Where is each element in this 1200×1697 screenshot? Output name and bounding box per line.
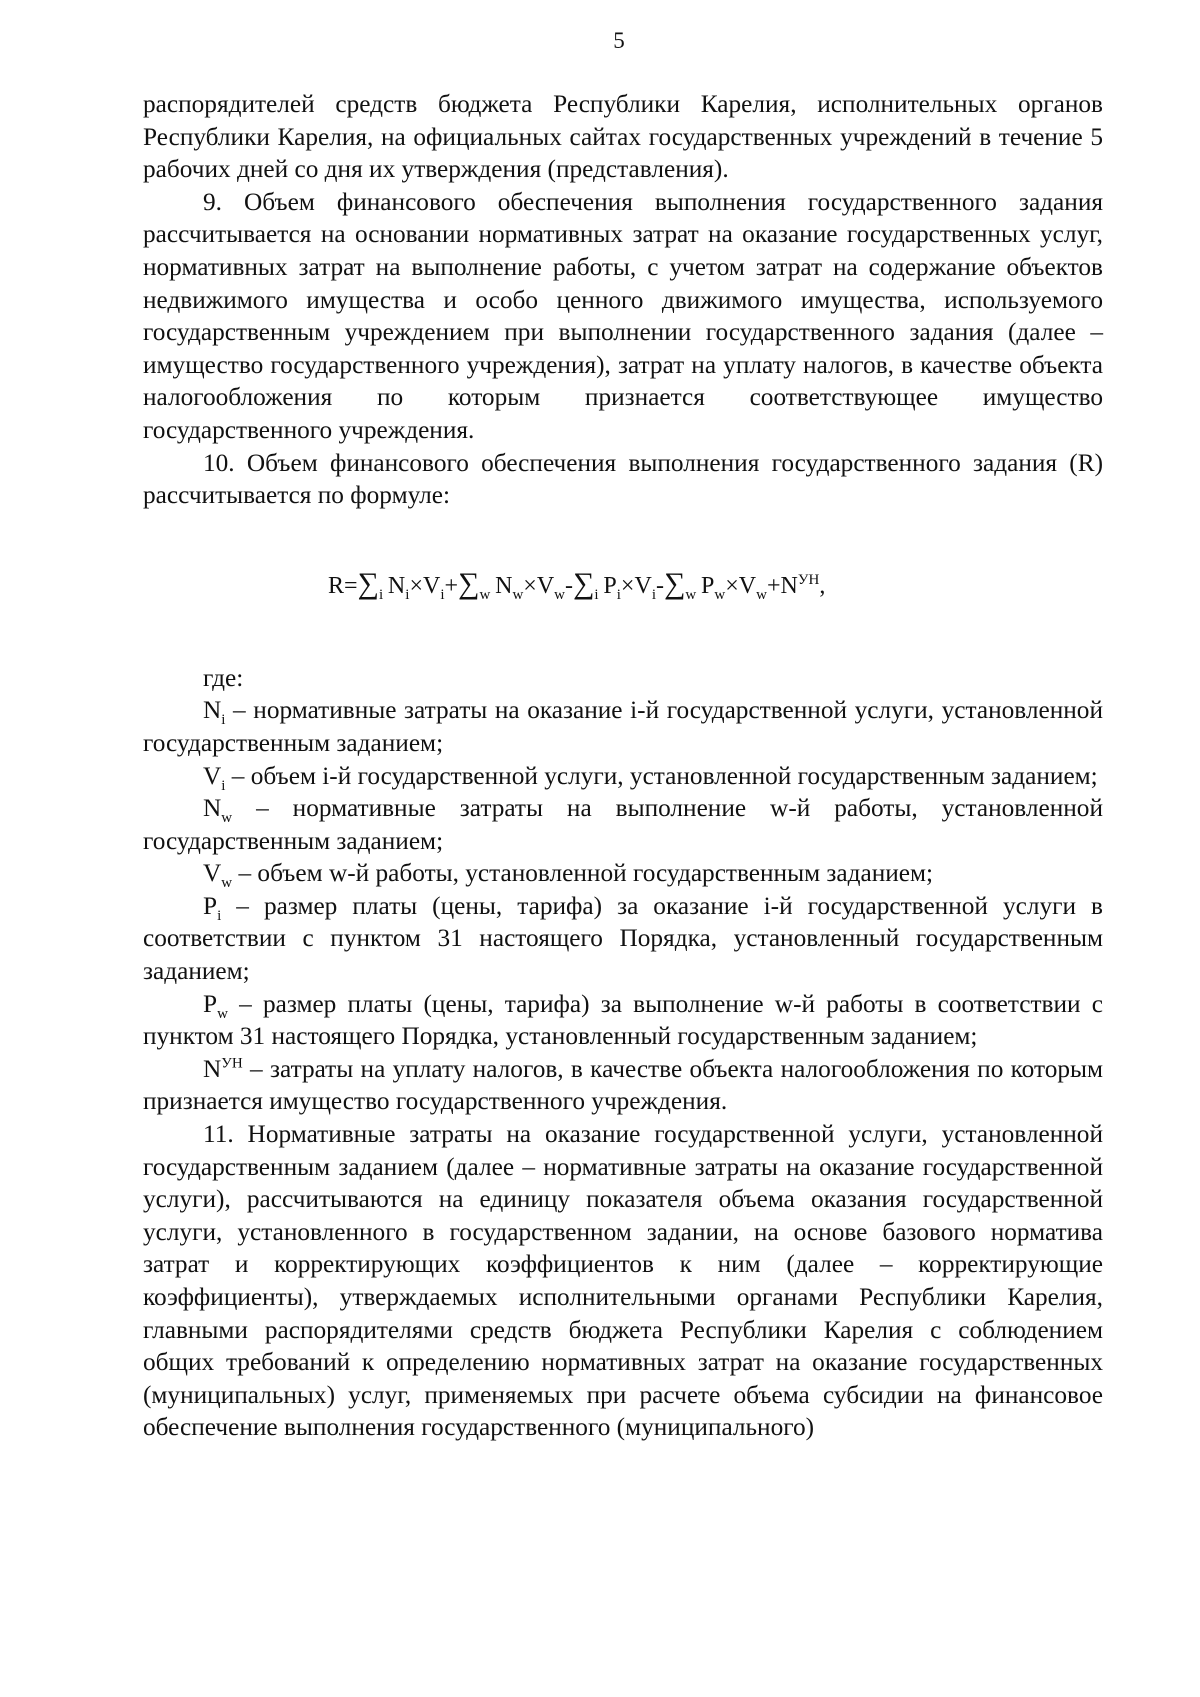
- definition-text: – нормативные затраты на выполнение w-й работы, установленной государственным заданием;: [143, 794, 1103, 855]
- formula-index: w: [714, 586, 726, 603]
- definition-symbol: N: [203, 696, 222, 725]
- formula-index: i: [616, 586, 621, 603]
- definition-subscript: w: [217, 1005, 228, 1022]
- formula-index: w: [685, 586, 697, 603]
- definition-subscript: w: [221, 810, 233, 827]
- formula-operator: -: [655, 572, 664, 599]
- definition-item: [143, 988, 1103, 1053]
- formula-symbol: N: [387, 572, 406, 599]
- formula-symbol: V: [536, 572, 555, 599]
- definition-text: – размер платы (цены, тарифа) за выполнение w-й работы в соответствии с пунктом 31 настоящего Порядка, установленный государственным заданием;: [143, 989, 1103, 1051]
- paragraph-continuation: распорядителей средств бюджета Республики Карелия, исполнительных органов Республики Карелия, на официальных сайтах государственных учреждений в течение 5 рабочих дней со дня их утверждения (представления).: [143, 90, 1103, 184]
- formula-operator: -: [565, 572, 574, 599]
- definition-superscript: УН: [221, 1055, 243, 1072]
- formula-symbol: N: [780, 572, 798, 599]
- definition-item: [143, 890, 1103, 988]
- definition-text: – затраты на уплату налогов, в качестве объекта налогообложения по которым признается имущество государственного учреждения.: [143, 1054, 1103, 1116]
- formula-symbol: V: [738, 572, 757, 599]
- formula-index: i: [594, 586, 599, 603]
- sum-symbol: ∑: [663, 566, 686, 600]
- formula-block: [143, 512, 1103, 662]
- definition-subscript: w: [221, 875, 233, 892]
- definition-text: – объем i-й государственной услуги, установленной государственным заданием;: [225, 761, 1098, 790]
- sum-symbol: ∑: [573, 566, 595, 600]
- paragraph-10: 10. Объем финансового обеспечения выполнения государственного задания (R) рассчитывается по формуле:: [143, 448, 1103, 510]
- definition-text: – объем w-й работы, установленной государственным заданием;: [232, 859, 934, 888]
- formula-symbol: P: [603, 572, 617, 599]
- formula-index: w: [756, 586, 767, 603]
- formula-symbol: V: [634, 572, 652, 599]
- definition-subscript: i: [221, 712, 226, 729]
- formula-operator: +: [444, 572, 459, 599]
- definition-symbol: N: [203, 794, 222, 823]
- formula-operator: ×: [620, 572, 635, 599]
- formula-operator: ×: [409, 572, 423, 599]
- formula-index: i: [440, 586, 445, 603]
- definition-symbol: P: [203, 989, 218, 1018]
- paragraph-11: 11. Нормативные затраты на оказание государственной услуги, установленной государственным заданием (далее – нормативные затраты на оказание государственной услуги), рассчитываются на единицу показателя объема оказания государственной услуги, установленного в государственном задании, на основе базового норматива затрат и корректирующих коэффициентов к ним (далее – корректирующие коэффициенты), утверждаемых исполнительными органами Республики Карелия, главными распорядителями средств бюджета Республики Карелия с соблюдением общих требований к определению нормативных затрат на оказание государственных (муниципальных) услуг, применяемых при расчете объема субсидии на финансовое обеспечение выполнения государственного (муниципального): [143, 1120, 1103, 1442]
- formula-index: i: [405, 586, 410, 603]
- definition-item: [143, 760, 1103, 793]
- sum-symbol: ∑: [357, 566, 379, 600]
- sum-symbol: ∑: [458, 566, 480, 600]
- definition-item: [143, 1053, 1103, 1118]
- formula-index: i: [651, 586, 656, 603]
- formula-lhs: R=: [328, 572, 358, 599]
- formula-operator: ×: [523, 572, 537, 599]
- definition-item: [143, 694, 1103, 759]
- formula-symbol: V: [422, 572, 441, 599]
- formula-index: w: [512, 586, 524, 603]
- definition-item: [143, 792, 1103, 857]
- financing-formula: [328, 564, 825, 606]
- formula-operator: +: [766, 572, 781, 599]
- definition-symbol: P: [203, 891, 218, 920]
- formula-symbol: P: [701, 572, 715, 599]
- formula-symbol: N: [495, 572, 513, 599]
- definition-subscript: i: [217, 907, 222, 924]
- definition-text: – размер платы (цены, тарифа) за оказание i-й государственной услуги в соответствии с пунктом 31 настоящего Порядка, установленный государственным заданием;: [143, 891, 1103, 986]
- formula-index: w: [554, 586, 566, 603]
- page-number: 5: [613, 28, 625, 53]
- formula-superscript: УН: [797, 571, 820, 588]
- definition-item: [143, 857, 1103, 890]
- document-body: [143, 88, 1103, 1444]
- where-label: где:: [203, 663, 244, 692]
- definition-subscript: i: [221, 777, 226, 794]
- formula-index: i: [378, 586, 384, 603]
- formula-tail: ,: [819, 572, 826, 599]
- definition-symbol: V: [203, 761, 222, 790]
- formula-operator: ×: [725, 572, 739, 599]
- definition-symbol: V: [203, 859, 222, 888]
- formula-index: w: [479, 586, 491, 603]
- definition-symbol: N: [203, 1054, 222, 1083]
- definition-text: – нормативные затраты на оказание i-й государственной услуги, установленной государственным заданием;: [143, 696, 1103, 757]
- paragraph-9: 9. Объем финансового обеспечения выполнения государственного задания рассчитывается на основании нормативных затрат на оказание государственных услуг, нормативных затрат на выполнение работы, с учетом затрат на содержание объектов недвижимого имущества и особо ценного движимого имущества, используемого государственным учреждением при выполнении государственного задания (далее – имущество государственного учреждения), затрат на уплату налогов, в качестве объекта налогообложения по которым признается соответствующее имущество государственного учреждения.: [143, 187, 1103, 444]
